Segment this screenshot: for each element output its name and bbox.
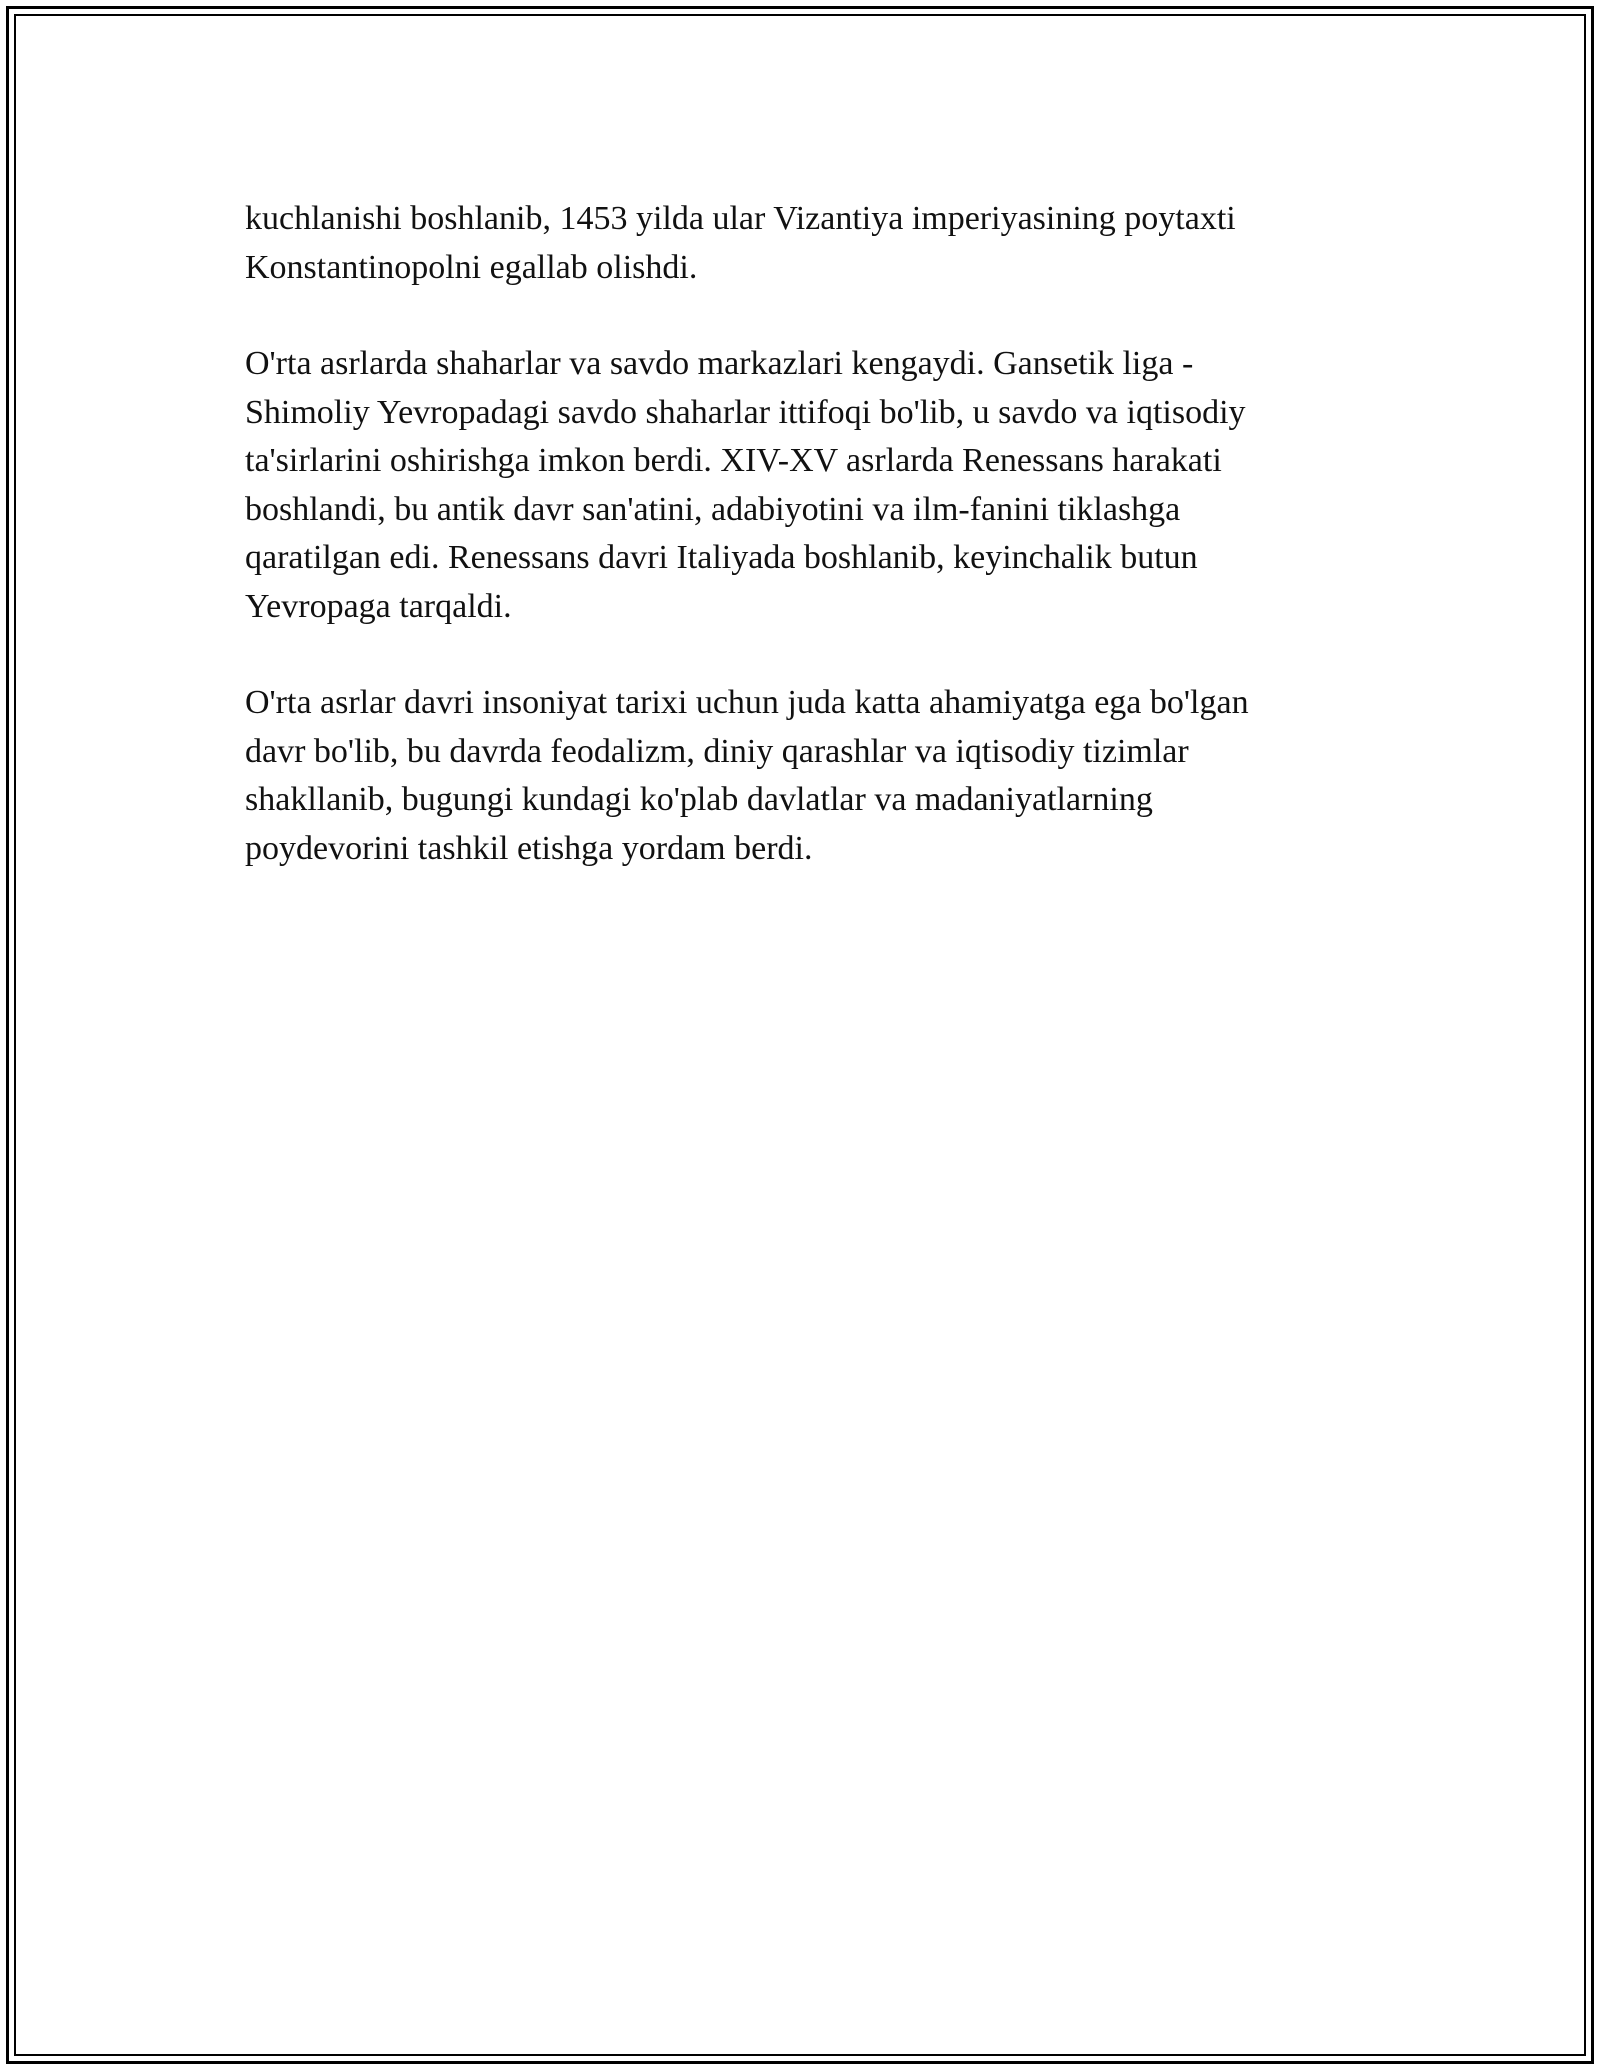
page-frame [6, 6, 1594, 2064]
paragraph-3: O'rta asrlar davri insoniyat tarixi uchun juda katta ahamiyatga ega bo'lgan davr bo'lib, bu davrda feodalizm, diniy qarashlar va iqtisodiy tizimlar shakllanib, bugungi kundagi ko'plab davlatlar va madaniyatlarning poydevorini tashkil etishga yordam berdi. [245, 684, 1249, 867]
page-content [245, 195, 1375, 921]
paragraph-1: kuchlanishi boshlanib, 1453 yilda ular Vizantiya imperiyasining poytaxti Konstantinopolni egallab olishdi. [245, 200, 1236, 286]
paragraph-2: O'rta asrlarda shaharlar va savdo markazlari kengaydi. Gansetik liga - Shimoliy Yevropadagi savdo shaharlar ittifoqi bo'lib, u savdo va iqtisodiy ta'sirlarini oshirishga imkon berdi. XIV-XV asrlarda Renessans harakati boshlandi, bu antik davr san'atini, adabiyotini va ilm-fanini tiklashga qaratilgan edi. Renessans davri Italiyada boshlanib, keyinchalik butun Yevropaga tarqaldi. [245, 345, 1246, 625]
